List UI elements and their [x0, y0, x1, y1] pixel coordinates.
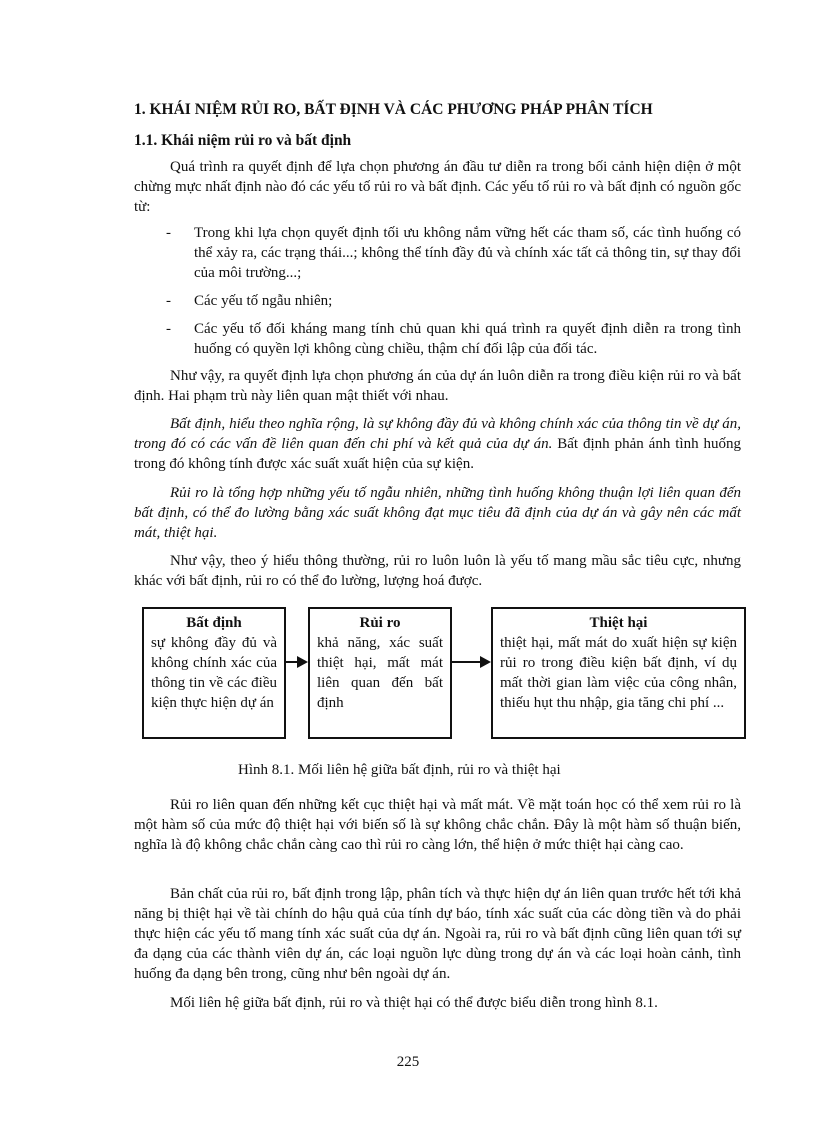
- uncertainty-box: [142, 607, 286, 739]
- damage-box: [491, 607, 746, 739]
- paragraph-risk-measurable: Như vậy, theo ý hiểu thông thường, rủi ro luôn luôn là yếu tố mang mầu sắc tiêu cực, nhưng khác với bất định, rủi ro có thể đo lường, lượng hoá được.: [134, 553, 741, 589]
- list-item-text: Các yếu tố ngẫu nhiên;: [194, 293, 333, 309]
- uncertainty-box-text: sự không đầy đủ và không chính xác của thông tin về các điều kiện thực hiện dự án: [151, 635, 277, 711]
- relationship-diagram: [142, 607, 746, 741]
- uncertainty-definition-rest: Bất định phản ánh tình huống trong đó không tính được xác suất xuất hiện của sự kiện.: [134, 436, 741, 472]
- list-item-text: Trong khi lựa chọn quyết định tối ưu không nắm vững hết các tham số, các tình huống có thể xảy ra, các trạng thái...; không thể tính đầy đủ và chính xác tất cả thông tin, sự thay đổi của môi trường...;: [194, 225, 741, 281]
- list-item: [160, 223, 741, 283]
- uncertainty-box-title: Bất định: [186, 615, 242, 631]
- paragraph-intro: Quá trình ra quyết định để lựa chọn phương án đầu tư diễn ra trong bối cảnh hiện diện ở một chừng mực nhất định nào đó các yếu tố rủi ro và bất định. Các yếu tố rủi ro và bất định có nguồn gốc từ:: [134, 159, 741, 215]
- arrow-right-icon: [452, 655, 491, 669]
- paragraph-risk-function: Rủi ro liên quan đến những kết cục thiệt hại và mất mát. Về mặt toán học có thể xem rủi ro là một hàm số của mức độ thiệt hại với biến số là sự không chắc chắn. Đây là một hàm số thuận biến, nghĩa là độ không chắc chắn càng cao thì rủi ro càng lớn, thể hiện ở mức thiệt hại càng cao.: [134, 797, 741, 853]
- list-item: [160, 291, 741, 311]
- bullet-dash: -: [166, 293, 171, 309]
- paragraph-figure-reference: Mối liên hệ giữa bất định, rủi ro và thiệt hại có thể được biểu diễn trong hình 8.1.: [170, 995, 658, 1011]
- cause-list: [160, 223, 741, 359]
- damage-box-text: thiệt hại, mất mát do xuất hiện sự kiện rủi ro trong điều kiện bất định, ví dụ mất thời gian làm việc của công nhân, thiếu hụt thu nhập, gia tăng chi phí ...: [500, 635, 737, 711]
- subsection-heading: 1.1. Khái niệm rủi ro và bất định: [134, 132, 352, 149]
- paragraph-uncertainty-definition: [134, 414, 741, 474]
- paragraph-conclusion: Như vậy, ra quyết định lựa chọn phương án của dự án luôn diễn ra trong điều kiện rủi ro và bất định. Hai phạm trù này liên quan mật thiết với nhau.: [134, 368, 741, 404]
- arrow-right-icon: [286, 655, 308, 669]
- list-item: [160, 319, 741, 359]
- risk-box-text: khả năng, xác suất thiệt hại, mất mát liên quan đến bất định: [317, 635, 443, 711]
- section-heading: 1. KHÁI NIỆM RỦI RO, BẤT ĐỊNH VÀ CÁC PHƯƠNG PHÁP PHÂN TÍCH: [134, 101, 653, 118]
- page-number: 225: [396, 1054, 420, 1070]
- damage-box-title: Thiệt hại: [589, 615, 648, 631]
- list-item-text: Các yếu tố đối kháng mang tính chủ quan khi quá trình ra quyết định diễn ra trong tình huống có quyền lợi không cùng chiều, thậm chí đối lập của đối tác.: [194, 321, 741, 357]
- bullet-dash: -: [166, 321, 171, 337]
- figure-caption: Hình 8.1. Mối liên hệ giữa bất định, rủi ro và thiệt hại: [238, 762, 561, 778]
- bullet-dash: -: [166, 225, 171, 241]
- risk-box-title: Rủi ro: [359, 615, 401, 631]
- uncertainty-definition-italic: Bất định, hiểu theo nghĩa rộng, là sự không đầy đủ và không chính xác của thông tin về dự án, trong đó có các vấn đề liên quan đến chi phí và kết quả của dự án.: [134, 416, 741, 452]
- risk-box: [308, 607, 452, 739]
- paragraph-risk-nature: Bản chất của rủi ro, bất định trong lập, phân tích và thực hiện dự án liên quan trước hết tới khả năng bị thiệt hại về tài chính do hậu quả của tính dự báo, tính xác suất của các dòng tiền và do phải thực hiện các yếu tố mang tính xác suất của dự án. Ngoài ra, rủi ro và bất định cũng liên quan tới sự đa dạng của các thành viên dự án, các loại nguồn lực dùng trong dự án và các loại hoàn cảnh, tình huống đa dạng bên trong, cũng như bên ngoài dự án.: [134, 886, 741, 982]
- paragraph-risk-definition: Rủi ro là tổng hợp những yếu tố ngẫu nhiên, những tình huống không thuận lợi liên quan đến bất định, có thể đo lường bằng xác suất không đạt mục tiêu đã định của dự án và gây nên các mất mát, thiệt hại.: [134, 485, 741, 541]
